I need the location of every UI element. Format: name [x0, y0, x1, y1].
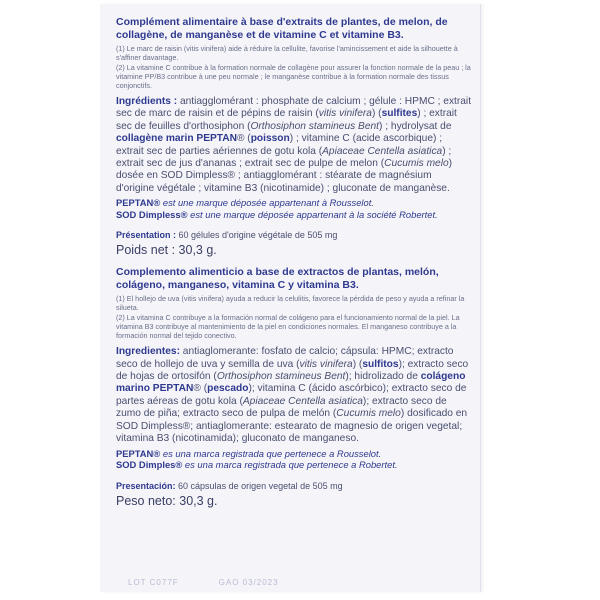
spanish-section — [116, 266, 472, 508]
fr-ing-italic: Orthosiphon stamineus Bent — [250, 120, 380, 132]
fr-ing-text: ® ( — [236, 133, 251, 145]
fr-ing-italic: vitis vinifera — [318, 108, 372, 120]
es-trademark-text: es una marca registrada que pertenece a Rousselot. — [160, 447, 382, 459]
fr-ing-bold: collagène marin PEPTAN — [116, 133, 237, 145]
lot-number: LOT C077F — [128, 578, 179, 587]
section-separator — [116, 258, 472, 266]
es-ing-italic: Cucumis melo — [336, 408, 401, 420]
es-ing-text: ) dosificado en SOD Dimpless®; antiaglomerante: estearato de magnesio de origen vegetal; vitamina B3 (nicotinamida); gluconato de manganeso. — [116, 408, 468, 445]
french-section — [116, 16, 472, 258]
fr-ing-text: ) ; extrait sec de feuilles d'orthosiphon ( — [116, 108, 457, 132]
es-presentation-label: Presentación: — [116, 480, 176, 491]
fr-presentation-text: 60 gélules d'origine végétale de 505 mg — [176, 230, 338, 241]
es-trademark-peptan — [116, 448, 472, 460]
fr-ing-text: ) ; hydrolysat de — [379, 120, 452, 132]
fr-ing-text: ) ( — [371, 108, 382, 120]
fr-ing-text: ) ; extrait sec de jus d'ananas ; extrait sec de pulpe de melon ( — [116, 145, 452, 170]
es-presentation — [116, 481, 472, 492]
fr-footnote-1: (1) Le marc de raisin (vitis vinifera) aide à réduire la cellulite, favorise l'amincissement et aide la silhouette à s'affiner davantage. — [116, 44, 458, 62]
es-ing-italic: vitis vinifera — [299, 358, 353, 370]
es-net-weight: Peso neto: 30,3 g. — [116, 493, 218, 508]
fr-footnote-2: (2) La vitamine C contribue à la formation normale de collagène pour assurer la fonction normale de la peau ; la vitamine PP/B3 contribue à une peu normale ; le manganèse contribue à la formation normale des tissus conjonctifs. — [116, 63, 471, 90]
fr-net-weight: Poids net : 30,3 g. — [116, 243, 217, 258]
fr-trademark-text: est une marque déposée appartenant à Rousselot. — [160, 197, 374, 209]
es-ing-bold: colágeno marino PEPTAN — [116, 371, 466, 395]
es-ing-text: ) ( — [352, 358, 363, 370]
fr-ingredients-label: Ingrédients : — [116, 96, 178, 107]
fr-ing-italic: Apiaceae Centella asiatica — [322, 145, 443, 157]
es-ing-italic: Apiaceae Centella asiatica — [242, 395, 363, 407]
fr-presentation-label: Présentation : — [116, 230, 177, 241]
fr-ing-bold: poisson — [250, 133, 290, 145]
es-trademark-sod — [116, 459, 472, 471]
es-trademark-brand: PEPTAN® — [116, 447, 161, 459]
fr-ing-text: ) dosée en SOD Dimpless® ; antiagglomérant : stéarate de magnésium d'origine végétale ; vitamine B3 (nicotinamide) ; gluconate de manganèse. — [116, 158, 453, 194]
fr-ing-italic: Cucumis melo — [384, 158, 449, 170]
fr-ing-text: ) ; vitamine C (acide ascorbique) ; extrait sec de parties aériennes de gotu kola ( — [116, 133, 443, 157]
fr-trademark-brand: PEPTAN® — [116, 197, 161, 209]
fr-trademark-sod — [116, 209, 472, 221]
es-trademark-text: es una marca registrada que pertenece a Robertet. — [182, 459, 398, 470]
es-ing-bold: pescado — [207, 383, 249, 395]
fr-trademark-brand: SOD Dimpless® — [116, 208, 188, 220]
fr-ing-bold: sulfites — [381, 108, 418, 120]
fr-ing-text: antiagglomérant : phosphate de calcium ; gélule : HPMC ; extrait sec de marc de raisin et de pépins de raisin ( — [116, 96, 472, 120]
expiry-date: GAO 03/2023 — [218, 578, 279, 587]
fr-trademark-text: est une marque déposée appartenant à la société Robertet. — [187, 208, 438, 220]
es-ing-text: ); hidrolizado de — [345, 371, 421, 383]
fr-trademark-peptan — [116, 197, 472, 209]
fr-title: Complément alimentaire à base d'extraits de plantes, de melon, de collagène, de manganèse et de vitamine C et vitamine B3. — [116, 16, 448, 41]
es-ingredients-label: Ingredientes: — [116, 346, 180, 358]
es-ing-italic: Orthosiphon stamineus Bent — [216, 371, 346, 383]
es-title: Complemento alimenticio a base de extractos de plantas, melón, colágeno, manganeso, vitamina C y vitamina B3. — [116, 266, 439, 292]
es-ing-text: ® ( — [193, 383, 208, 395]
fr-presentation — [116, 230, 472, 241]
es-ing-text: ); extracto seco de hojas de ortosifón ( — [116, 358, 469, 383]
es-ingredients — [116, 346, 472, 445]
es-ing-text: ); vitamina C (ácido ascórbico); extracto seco de partes aéreas de gotu kola ( — [116, 383, 467, 407]
es-footnote-1: (1) El hollejo de uva (vitis vinifera) ayuda a reducir la celulitis, favorece la pérdida de peso y ayuda a refinar la silueta. — [116, 294, 465, 313]
lot-stamp — [128, 578, 319, 587]
es-ing-text: ); extracto seco de zumo de piña; extracto seco de pulpa de melón ( — [116, 395, 447, 420]
product-label-panel — [100, 4, 481, 592]
es-presentation-text: 60 cápsulas de origen vegetal de 505 mg — [175, 480, 343, 491]
es-ing-bold: sulfitos — [362, 358, 399, 370]
label-content — [116, 16, 472, 509]
es-footnote-2: (2) La vitamina C contribuye a la formación normal de colágeno para el funcionamiento normal de la piel. La vitamina B3 contribuye al mantenimiento de la piel en condiciones normales. El manganeso contribuye a la formación normal del tejido conectivo. — [116, 313, 460, 341]
es-ing-text: antiaglomerante: fosfato de calcio; cápsula: HPMC; extracto seco de hollejo de uva y semilla de uva ( — [116, 346, 454, 370]
es-trademark-brand: SOD Dimples® — [116, 459, 183, 470]
fr-ingredients — [116, 96, 472, 195]
